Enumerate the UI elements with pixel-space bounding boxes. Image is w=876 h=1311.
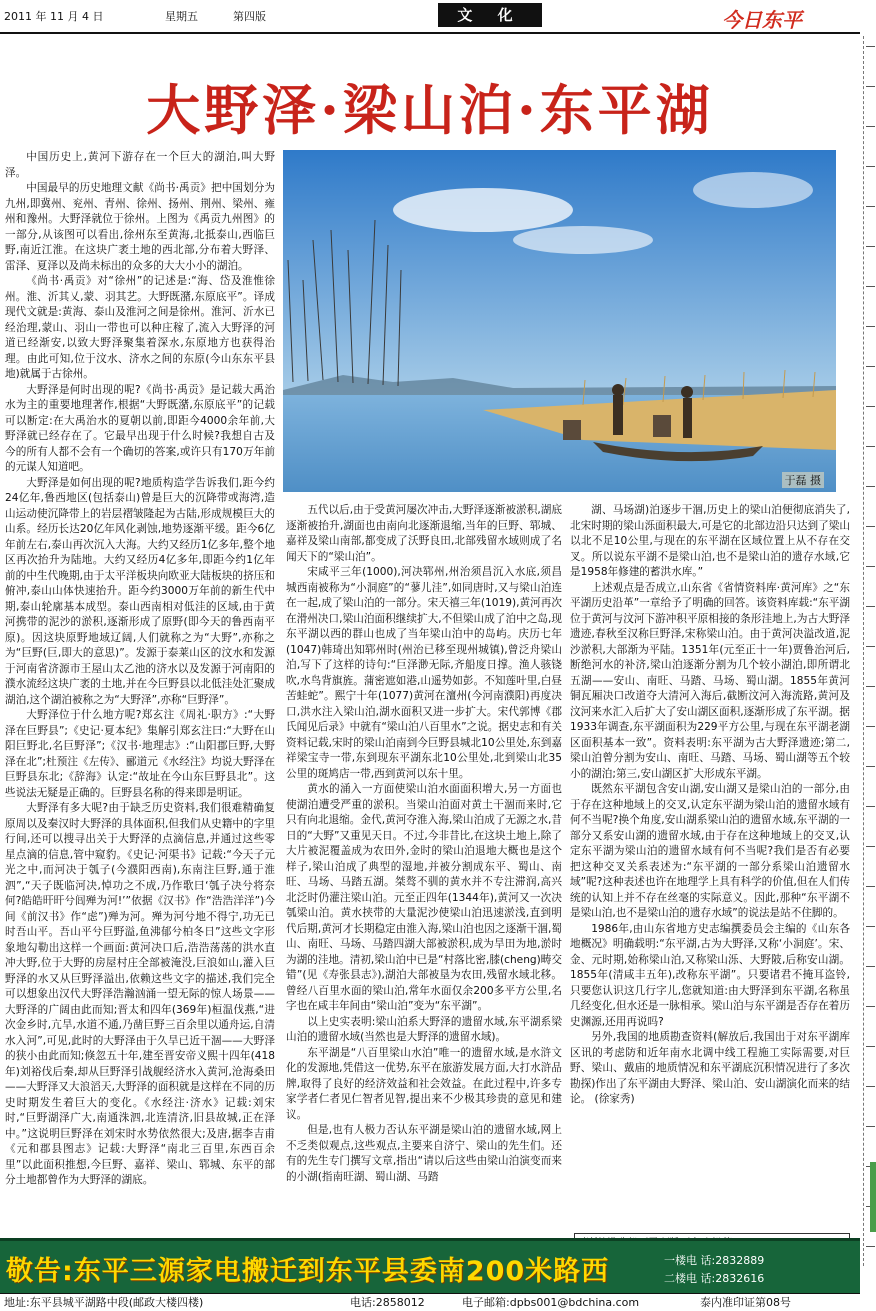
edge-tick (866, 646, 875, 647)
article-column-3 (570, 503, 850, 1233)
headline: 大野泽·梁山泊·东平湖 (146, 78, 714, 142)
article-paragraph: 但是,也有人极力否认东平湖是梁山泊的遗留水域,网上不乏类似观点,这些观点,主要来自济宁、梁山的先生们。还有的先生专门撰写文章,指出“请以后这些由梁山泊演变而来的小湖(指南旺湖、蜀山湖、马踏 (286, 1124, 562, 1183)
edge-tick (866, 206, 875, 207)
edge-tick (866, 86, 875, 87)
edge-tick (866, 366, 875, 367)
footer-address: 地址:东平县城平湖路中段(邮政大楼四楼) (4, 1296, 204, 1309)
edge-tick (866, 1246, 875, 1247)
footer-email[interactable]: 电子邮箱:dpbs001@bdchina.com (462, 1296, 640, 1309)
article-paragraph: 黄水的涌入一方面使梁山泊水面面积增大,另一方面也使湖泊遭受严重的淤积。当梁山泊面对黄土干涸而来时,它只有向北退缩。金代,黄河夺淮入海,梁山泊成了无源之水,昔日的“大野”又重见天日。不过,今非昔比,在这块土地上,除了大片被泥覆盖成为农田外,金时的梁山泊退地大概也是这个样子,梁山泊成了典型的湿地,并被分割成东平、蜀山、南旺、马场、马踏五湖。桀骜不驯的黄水并不专注滞润,高兴北泛时仍灌注梁山泊。元至正四年(1344年),黄河又一次决瓠梁山泊。黄水挟带的大量泥沙使梁山泊迅速淤浅,直到明代后期,黄河才长期稳定由淮入海,梁山泊也因之逐渐干涸,蜀山、南旺、马场、马踏四湖大部被淤积,成为旱田为地,淤时为湖的洼地。清初,梁山泊中已是“村落比密,膝(cheng)畴交错”(见《寿张县志》),湖泊大部被垦为农田,残留水域北移。曾经八百里水面的梁山泊,常年水面仅余200多平方公里,名字也在咸丰年间由“梁山泊”变为“东平湖”。 (286, 783, 562, 1012)
edge-tick (866, 766, 875, 767)
edge-tick (866, 326, 875, 327)
photo-illustration (283, 150, 836, 492)
ad-phone-2: 二楼电 话:2832616 (664, 1272, 765, 1285)
edge-tick (866, 406, 875, 407)
article-paragraph: 上述观点是否成立,山东省《省情资料库·黄河库》之“东平湖历史沿革”一章给予了明确的回答。该资料库载:“东平湖位于黄河与汶河下游冲积平原相接的条形洼地上,为古大野泽遗迹,春秋至汉称巨野泽,宋称梁山泊。由于黄河决溢改道,泥沙淤积,大部渐为平陆。1351年(元至正十一年)贾鲁治河后,断绝河水的补济,梁山泊逐渐分割为几个较小湖泊,即所谓北五湖——安山、南旺、马踏、马场、蜀山湖。1855年黄河铜瓦厢决口改道夺大清河入海后,截断汶河入海流路,黄河及汶河来水汇入后扩大了安山湖区面积,逐渐形成了东平湖。据1933年调查,东平湖面积为229平方公里,与现在东平湖老湖区面积基本一致”。资料表明:东平湖为古大野泽遗迹;第二,梁山泊曾分割为安山、南旺、马踏、马场、蜀山湖等五个较小的湖泊;第三,安山湖区扩大形成东平湖。 (570, 581, 850, 780)
edge-tick (866, 806, 875, 807)
edge-tick (866, 846, 875, 847)
edge-tick (866, 46, 875, 47)
article-paragraph: 大野泽有多大呢?由于缺乏历史资料,我们很难精确复原周以及秦汉时大野泽的具体面积,但我们从史籍中的字里行间,还可以搜寻出关于大野泽的点滴信息,并通过这些零星点滴的信息,管中窥豹。《史记·河渠书》记载:“今天子元光之中,而河决于瓠子(今濮阳西南),东南注巨野,通于淮泗”,“天子既临河决,悼功之不成,乃作歌曰‘瓠子决兮将奈何?皓皓旰旰兮闾殚为河!’”依据《汉书》作“浩浩洋洋”)今间《前汉书》作“虑”)殚为河。殚为河兮地不得宁,功无已时吾山平。吾山平兮巨野溢,鱼沸郁兮柏冬日”这些文字形象地勾勒出这样一个画面:黄河决口后,浩浩荡荡的洪水直冲大野,位于大野的房屋村庄全部被淹没,巨浪如山,灌入巨野泽的水又从巨野泽溢出,依赖这些文字的描述,我们完全可以想象出汉代大野泽浩瀚汹涌一望无际的惊人场景——大野泽的广阔由此而知;晋太和四年(369年)桓温伐燕,“进次金乡时,亢旱,水道不通,乃凿巨野三百余里以通舟运,自清水入河”,可见,此时的大野泽由于久旱已近干涸——大野泽的狭小由此而知;倏忽五十年,建至晋安帝义熙十四年(418年)刘裕伐后秦,却从巨野泽引战舰经济水入黄河,沧海桑田——大野泽又大浪滔天,大野泽的面积就是这样在不同的历史时期发生着巨大的变化。《水经注·济水》记载:刘宋时,“巨野湖泽广大,南通洙泗,北连清济,旧县故城,正在泽中。”这说明巨野泽在刘宋时水势依然很大;及唐,据李吉甫《元和郡县图志》记载:大野泽“南北三百里,东西百余里”以此面积推想,今巨野、嘉祥、梁山、郓城、东平的部分土地都曾作为大野泽的湖底。 (5, 802, 275, 1186)
article-paragraph: 《尚书·禹贡》对“徐州”的记述是:“海、岱及淮惟徐州。淮、沂其乂,蒙、羽其艺。大野既潴,东原底平”。译成现代文就是:黄海、泰山及淮河之间是徐州。淮河、沂水已经治理,蒙山、羽山一带也可以种庄稼了,流入大野泽的河道已经渐安,以致大野泽聚集着深水,东原地方也获得治理。由此可知,位于汶水、济水之间的东原(今山东东平县地)就属于古徐州。 (5, 275, 275, 380)
article-paragraph: 湖、马场湖)泊逐步干涸,历史上的梁山泊便彻底消失了,北宋时期的梁山泺面积最大,可是它的北部边沿只达到了梁山以北不足10公里,与现在的东平湖在区域位置上从不存在交叉。所以说东平湖不是梁山泊,也不是梁山泊的遗存水域,它是1958年修建的蓄洪水库。” (570, 504, 850, 578)
article-paragraph: 另外,我国的地质勘查资料(解放后,我国出于对东平湖库区讯的考虑防和近年南水北调中线工程施工实际需要,对巨野、梁山、戴庙的地质情况和东平湖底沉积情况进行了多次勘探)作出了东平湖由大野泽、梁山泊、安山湖演化而来的结论。 (徐家秀) (570, 1031, 850, 1105)
edge-tick (866, 566, 875, 567)
article-paragraph: 五代以后,由于受黄河屡次冲击,大野泽逐渐被淤积,湖底逐渐被抬升,湖面也由南向北逐渐退缩,当年的巨野、郓城、嘉祥及梁山南部,都变成了沃野良田,北部残留水域则成了名闻天下的“梁山泊”。 (286, 504, 562, 563)
edge-tick (866, 606, 875, 607)
lake-photo (283, 150, 836, 492)
advertisement-banner (0, 1238, 860, 1293)
edge-tick (866, 726, 875, 727)
article-column-2 (286, 503, 562, 1238)
article-paragraph: 既然东平湖包含安山湖,安山湖又是梁山泊的一部分,由于存在这种地域上的交叉,认定东平湖为梁山泊的遗留水域有何不当呢?换个角度,安山湖系梁山泊的遗留水域,东平湖的一部分又系安山湖的遗留水域,由于存在这种地域上的交叉,认定东平湖为梁山泊的遗留水域有何不当呢?我们是否有必要把这种交叉关系表述为:“东平湖的一部分系梁山泊遗留水域”呢?这种表述也许在地理学上具有科学的价值,但在人们传统的认知上并不存在丝毫的实际意义。因此,那种“东平湖不是梁山泊,也不是梁山泊的遗存水域”的说法是站不住脚的。 (570, 783, 850, 919)
photo-credit: 于磊 摄 (782, 472, 825, 488)
page-edge-guide (863, 36, 876, 1266)
article-paragraph: 大野泽是如何出现的呢?地质构造学告诉我们,距今约24亿年,鲁西地区(包括泰山)曾是巨大的沉降带或海湾,造山运动使沉降带上的岩层褶皱隆起为古陆,形成规模巨大的山系。经历长达20亿年风化剥蚀,地势逐渐平缓。距今6亿年前左右,泰山再次沉入大海。大约又经历1亿多年,整个地区再次抬升为陆地。大约又经历4亿多年,即距今约1亿年前的中生代晚期,由于太平洋板块向欧亚大陆板块的挤压和俯冲,泰山山体快速抬升。距今约3000万年前的新生代中期,泰山轮廓基本成型。泰山西南相对低洼的区域,由于黄河携带的泥沙的淤积,逐渐形成了原野(即今天的鲁西南平原)。因这块原野地域辽阔,人们就称之为“大野”,亦称之为“巨野(巨,即大的意思)”。发源于泰莱山区的汶水和发源于河南省济源市王屋山太乙池的济水以及发源于河南阳的濮水流经这块广袤的土地,并在今巨野县以北低洼处汇聚成湖泊,这个湖泊被称之为“大野泽”,亦称“巨野泽”。 (5, 476, 275, 706)
article-paragraph: 宋咸平三年(1000),河决郓州,州治须昌沉入水底,须昌城西南被称为“小洞庭”的“蓼儿洼”,如同唐时,又与梁山泊连在一起,成了梁山泊的一部分。宋天禧三年(1019),黄河再次在滑州决口,梁山泊面积继续扩大,不但梁山成了泊中之岛,现东平湖以西的群山也成了当年梁山泊中的岛屿。庆历七年(1047)韩琦出知郓州时(州治已移至现州城镇),曾泛舟梁山泊,写下了这样的诗句:“巨泽渺无际,齐船度日撑。渔人骇铙吹,水鸟背旗旌。蒲密遮如港,山遥势如彭。不知莲叶里,白昼苦蛙蛇”。熙宁十年(1077)黄河在澶州(今河南濮阳)再度决口,洪水注入梁山泊,湖水面积又进一步扩大。宋代郭博《郡氏闻见后录》中就有“梁山泊八百里水”之说。据史志和有关资料记载,宋时的梁山泊南到今巨野县城北10公里处,东到嘉祥梁宝寺一带,东到现东平湖东北10公里处,北到梁山北35公里的斑鸠店一带,西到黄河以东十里。 (286, 566, 562, 780)
edge-tick (866, 1086, 875, 1087)
page-footer (0, 1293, 860, 1311)
article-column-1 (5, 150, 275, 1240)
edge-tick (866, 1126, 875, 1127)
edge-tick (866, 446, 875, 447)
article-paragraph: 大野泽是何时出现的呢?《尚书·禹贡》是记载大禹治水为主的重要地理著作,根据“大野既潴,东原底平”的记载可以断定:在大禹治水的夏朝以前,即距今4000余年前,大野泽就已经存在了。它最早出现于什么时候?我想自古及今的所有人都不会有一个确切的答案,或许只有170万年前的元谋人知道吧。 (5, 383, 275, 473)
edge-tick (866, 1006, 875, 1007)
edge-tick (866, 486, 875, 487)
edge-tick (866, 526, 875, 527)
color-marker (870, 1162, 876, 1232)
section-label: 文 化 (438, 3, 542, 27)
article-paragraph: 中国最早的历史地理文献《尚书·禹贡》把中国划分为九州,即冀州、兖州、青州、徐州、扬州、荆州、梁州、雍州和豫州。大野泽就位于徐州。上图为《禹贡九州图》的一部分,从该图可以看出,徐州东至黄海,北抵泰山,西临巨野,南近江淮。在这块广袤土地的西北部,分布着大野泽、雷泽、夏泽以及尚未标出的众多的大大小小的湖泊。 (5, 182, 275, 272)
edge-tick (866, 1046, 875, 1047)
ad-text: 敬告:东平三源家电搬迁到东平县委南200米路西 (6, 1256, 610, 1287)
footer-phone: 电话:2858012 (350, 1296, 425, 1309)
edge-tick (866, 166, 875, 167)
article-paragraph: 1986年,由山东省地方史志编撰委员会主编的《山东各地概况》明确载明:“东平湖,古为大野泽,又称‘小洞庭’。宋、金、元时期,始称梁山泊,又称梁山泺、大野陂,后称安山湖。1855年(清咸丰五年),改称东平湖”。只要诸君不掩耳盗铃,只要您认识这几行字儿,您就知道:由大野泽到东平湖,名称虽几经变化,但水还是一脉相承。梁山泊与东平湖是否存在着历史渊源,还用再说吗? (570, 922, 850, 1028)
edge-tick (866, 126, 875, 127)
page-header (0, 0, 860, 34)
edge-tick (866, 886, 875, 887)
issue-date: 2011 年 11 月 4 日 (4, 10, 104, 23)
edge-tick (866, 286, 875, 287)
edge-tick (866, 246, 875, 247)
edition-label: 第四版 (233, 10, 266, 23)
weekday: 星期五 (165, 10, 198, 23)
article-paragraph: 大野泽位于什么地方呢?郑玄注《周礼·职方》:“大野泽在巨野县”;《史记·夏本纪》集解引郑玄注曰:“大野在山阳巨野北,名巨野泽”;《汉书·地理志》:“山阳郡巨野,大野泽在北”;杜预注《左传》、郦道元《水经注》均说大野泽在巨野县东北;《辞海》认定:“故址在今山东巨野县北”。这些说法无疑是正确的。巨野县名称的得来即是明证。 (5, 709, 275, 799)
masthead-logo: 今日东平 (722, 8, 802, 32)
edge-tick (866, 926, 875, 927)
footer-license: 泰内准印证第08号 (700, 1296, 791, 1309)
ad-phone-1: 一楼电 话:2832889 (664, 1254, 765, 1267)
edge-tick (866, 686, 875, 687)
edge-tick (866, 966, 875, 967)
article-paragraph: 中国历史上,黄河下游存在一个巨大的湖泊,叫大野泽。 (5, 151, 275, 179)
article-paragraph: 东平湖是“八百里梁山水泊”唯一的遗留水域,是水浒文化的发源地,凭借这一优势,东平在旅游发展方面,大打水浒品牌,取得了良好的经济效益和社会效益。在此过程中,许多专家学者仁者见仁智者见智,提出来不少极其珍贵的意见和建议。 (286, 1046, 562, 1121)
article-paragraph: 以上史实表明:梁山泊系大野泽的遗留水域,东平湖系梁山泊的遗留水域(当然也是大野泽的遗留水域)。 (286, 1015, 562, 1043)
